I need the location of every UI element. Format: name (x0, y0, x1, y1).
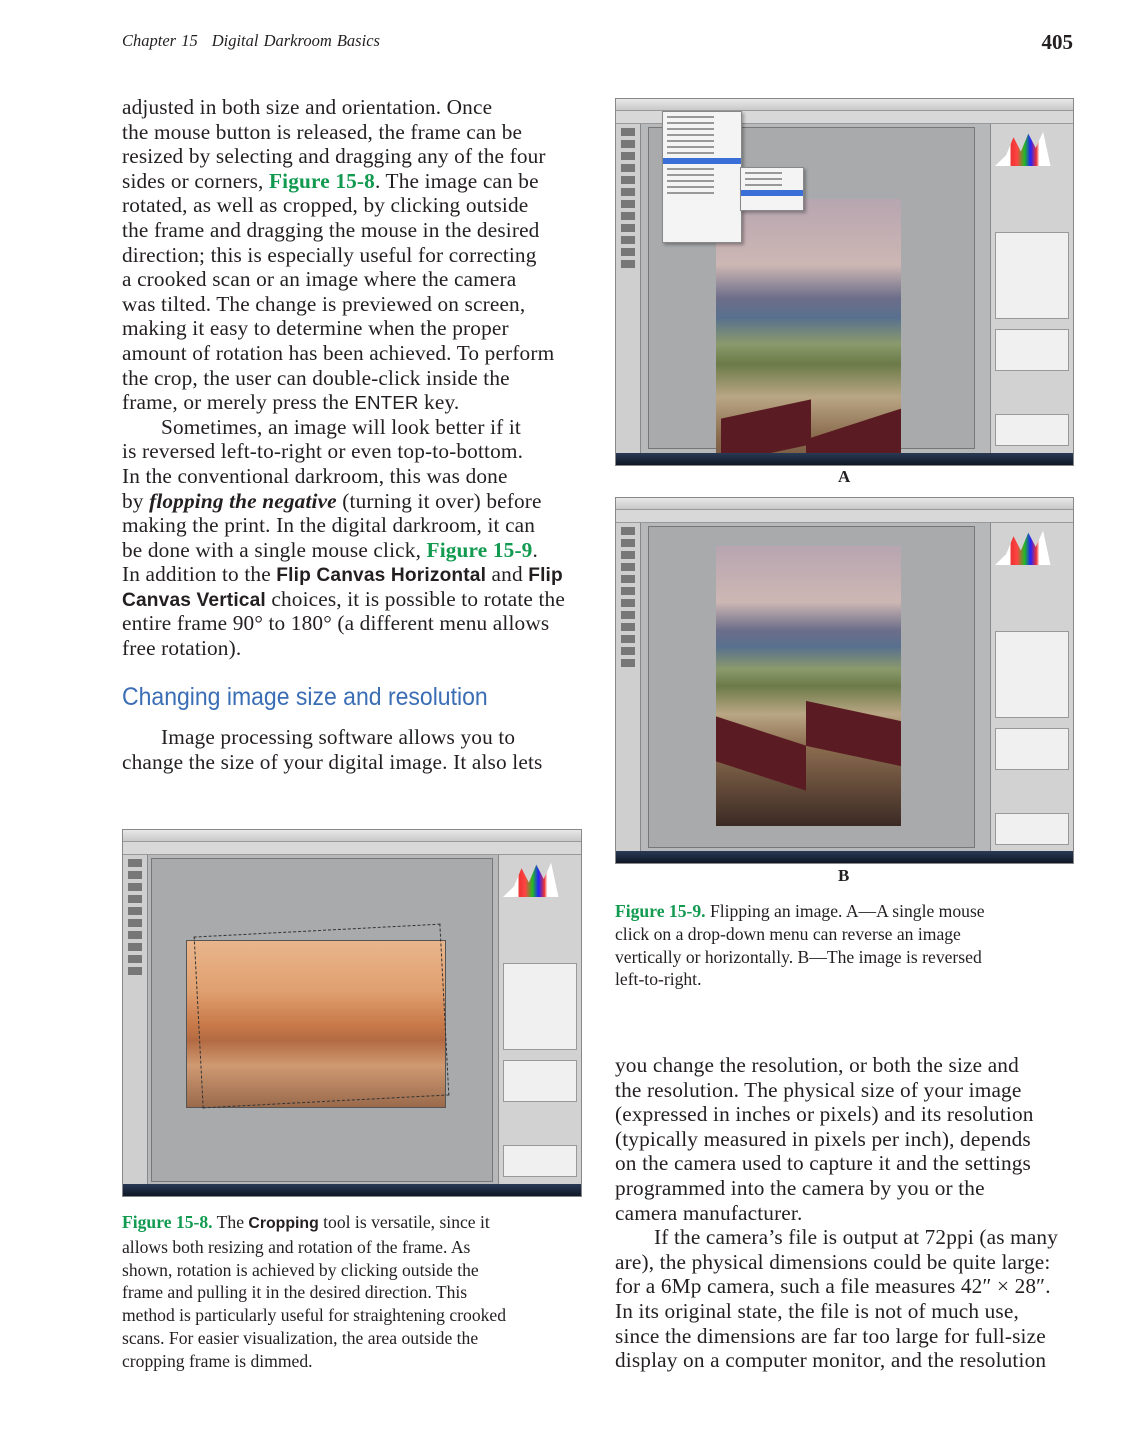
figure-reference-link[interactable]: Figure 15-9. (615, 901, 706, 921)
text-line (122, 1350, 506, 1373)
emphasis-text: Flip Canvas Horizontal (276, 565, 487, 587)
text-line (122, 292, 565, 317)
emphasis-text: Cropping (248, 1215, 319, 1232)
text-line (615, 900, 985, 923)
text-line (122, 636, 565, 661)
text-span: display on a computer monitor, and the resolution (615, 1348, 1047, 1373)
text-line (615, 1078, 1058, 1103)
figure-reference-link[interactable]: Figure 15-8. (122, 1212, 213, 1232)
text-span: (typically measured in pixels per inch), depends (615, 1126, 1031, 1151)
text-span: Flipping an image. A—A single mouse (705, 901, 985, 921)
text-line (122, 611, 565, 636)
text-line (122, 390, 565, 415)
text-span: Sometimes, an image will look better if it (161, 414, 521, 439)
figure-label-b: B (838, 866, 850, 885)
text-line (615, 1348, 1058, 1373)
figure-reference-link[interactable]: Figure 15-9 (426, 537, 533, 562)
right-body-text (615, 1053, 1058, 1373)
text-line (122, 415, 565, 440)
text-line (122, 464, 565, 489)
histogram (995, 529, 1069, 565)
histogram (995, 130, 1069, 166)
text-span: change the size of your digital image. It also lets (122, 749, 543, 774)
text-span: rotated, as well as cropped, by clicking outside (122, 193, 529, 218)
text-span: scans. For easier visualization, the area outside the (122, 1327, 479, 1348)
text-span: frame, or merely press the (122, 390, 355, 415)
text-span: making it easy to determine when the proper (122, 316, 509, 341)
text-line (122, 750, 542, 775)
text-line (122, 218, 565, 243)
text-span: . (532, 537, 538, 562)
text-line (122, 538, 565, 563)
text-span: programmed into the camera by you or the (615, 1175, 985, 1200)
text-span: entire frame 90° to 180° (a different menu allows (122, 611, 550, 636)
text-line (122, 1259, 506, 1282)
text-span: key. (418, 390, 460, 415)
text-span: free rotation). (122, 636, 242, 661)
text-span: shown, rotation is achieved by clicking outside the (122, 1259, 479, 1280)
text-line (122, 725, 542, 750)
text-span: for a 6Mp camera, such a file measures 42″ × 28″. (615, 1274, 1051, 1299)
text-line (122, 95, 565, 120)
text-line (615, 1299, 1058, 1324)
text-line (122, 169, 565, 194)
text-line (615, 1053, 1058, 1078)
section-heading: Changing image size and resolution (122, 683, 488, 711)
text-span: you change the resolution, or both the size and (615, 1053, 1019, 1077)
text-span: allows both resizing and rotation of the frame. As (122, 1236, 471, 1257)
text-line (122, 267, 565, 292)
text-span: since the dimensions are far too large for full-size (615, 1323, 1046, 1348)
text-line (122, 1327, 506, 1350)
text-line (122, 1211, 506, 1236)
text-span: by (122, 488, 150, 513)
text-line (122, 489, 565, 514)
text-span: are), the physical dimensions could be quite large: (615, 1249, 1051, 1274)
text-span: If the camera’s file is output at 72ppi (as many (654, 1225, 1059, 1250)
text-span: resized by selecting and dragging any of the four (122, 144, 546, 169)
chapter-number: Chapter 15 (122, 31, 198, 50)
emphasis-text: flopping the negative (149, 488, 337, 513)
text-span: The (212, 1212, 249, 1232)
text-line (122, 1281, 506, 1304)
app-menu-bar (616, 99, 1073, 111)
text-span: the crop, the user can double-click inside the (122, 365, 510, 390)
figure-15-9b-screenshot (615, 497, 1074, 864)
text-span: frame and pulling it in the desired direction. This (122, 1282, 468, 1303)
text-line (615, 1127, 1058, 1152)
text-span: click on a drop-down menu can reverse an image (615, 923, 961, 944)
emphasis-text: ENTER (354, 392, 419, 414)
text-span: (turning it over) before (336, 488, 542, 513)
text-span: In the conventional darkroom, this was done (122, 463, 508, 488)
text-span: direction; this is especially useful for correcting (122, 242, 537, 267)
taskbar (616, 453, 1073, 465)
text-line (122, 562, 565, 587)
text-span: sides or corners, (122, 168, 270, 193)
tools-panel (123, 855, 148, 1184)
side-panels (990, 124, 1073, 453)
text-span: left-to-right. (615, 969, 702, 990)
figure-15-9-caption (615, 900, 985, 991)
text-line (122, 316, 565, 341)
histogram (503, 861, 577, 897)
text-span: vertically or horizontally. B—The image is reversed (615, 946, 982, 967)
left-body-text (122, 95, 565, 661)
text-span: the resolution. The physical size of your image (615, 1077, 1022, 1102)
text-line (122, 243, 565, 268)
app-menu-bar (616, 498, 1073, 510)
figure-reference-link[interactable]: Figure 15-8 (269, 168, 375, 193)
text-span: on the camera used to capture it and the settings (615, 1151, 1031, 1176)
text-line (122, 144, 565, 169)
text-line (615, 1201, 1058, 1226)
text-span: tool is versatile, since it (318, 1212, 490, 1232)
text-span: be done with a single mouse click, (122, 537, 427, 562)
text-span: and (486, 562, 529, 587)
text-line (615, 923, 985, 946)
figure-15-9a-screenshot (615, 98, 1074, 466)
running-header (122, 31, 380, 51)
text-line (615, 1102, 1058, 1127)
text-line (615, 1324, 1058, 1349)
figure-label-a: A (838, 467, 851, 486)
text-span: In its original state, the file is not of much use, (615, 1298, 1019, 1323)
text-line (122, 193, 565, 218)
text-line (615, 1225, 1058, 1250)
text-span: adjusted in both size and orientation. Once (122, 95, 493, 119)
text-line (615, 946, 985, 969)
left-body-text-continued (122, 725, 542, 774)
figure-15-8-caption (122, 1211, 506, 1373)
text-line (122, 439, 565, 464)
text-line (122, 341, 565, 366)
figure-15-8-screenshot (122, 829, 582, 1197)
text-line (122, 120, 565, 145)
tools-panel (616, 523, 641, 851)
text-span: a crooked scan or an image where the camera (122, 267, 517, 292)
text-line (122, 1304, 506, 1327)
text-line (615, 1250, 1058, 1275)
text-line (615, 1176, 1058, 1201)
text-line (615, 968, 985, 991)
text-span: (expressed in inches or pixels) and its resolution (615, 1102, 1034, 1127)
text-span: the frame and dragging the mouse in the desired (122, 217, 540, 242)
text-span: amount of rotation has been achieved. To perform (122, 340, 555, 365)
emphasis-text: Canvas Vertical (122, 589, 266, 611)
text-line (122, 513, 565, 538)
text-span: choices, it is possible to rotate the (265, 586, 565, 611)
text-line (122, 587, 565, 612)
emphasis-text: Flip (528, 565, 563, 587)
taskbar (616, 851, 1073, 863)
chapter-title: Digital Darkroom Basics (211, 31, 380, 50)
side-panels (990, 523, 1073, 851)
text-line (615, 1151, 1058, 1176)
text-span: making the print. In the digital darkroom, it can (122, 513, 536, 538)
text-span: Image processing software allows you to (161, 725, 516, 749)
text-line (122, 1236, 506, 1259)
flipped-mining-town-photo (716, 546, 901, 826)
side-panels (498, 855, 581, 1184)
text-line (615, 1274, 1058, 1299)
text-span: the mouse button is released, the frame can be (122, 119, 523, 144)
text-span: is reversed left-to-right or even top-to-bottom. (122, 439, 524, 464)
options-bar (123, 842, 581, 855)
text-span: camera manufacturer. (615, 1200, 803, 1225)
rotate-submenu (740, 167, 804, 211)
text-span: In addition to the (122, 562, 277, 587)
crop-frame[interactable] (194, 924, 450, 1109)
options-bar (616, 510, 1073, 523)
taskbar (123, 1184, 581, 1196)
tools-panel (616, 124, 641, 453)
text-span: cropping frame is dimmed. (122, 1350, 313, 1371)
text-span: . The image can be (374, 168, 539, 193)
app-menu-bar (123, 830, 581, 842)
page-number: 405 (1041, 30, 1073, 54)
mining-town-photo (716, 199, 901, 466)
text-span: method is particularly useful for straightening crooked (122, 1305, 507, 1326)
text-line (122, 366, 565, 391)
text-span: was tilted. The change is previewed on screen, (122, 291, 526, 316)
image-menu-dropdown (662, 111, 742, 243)
